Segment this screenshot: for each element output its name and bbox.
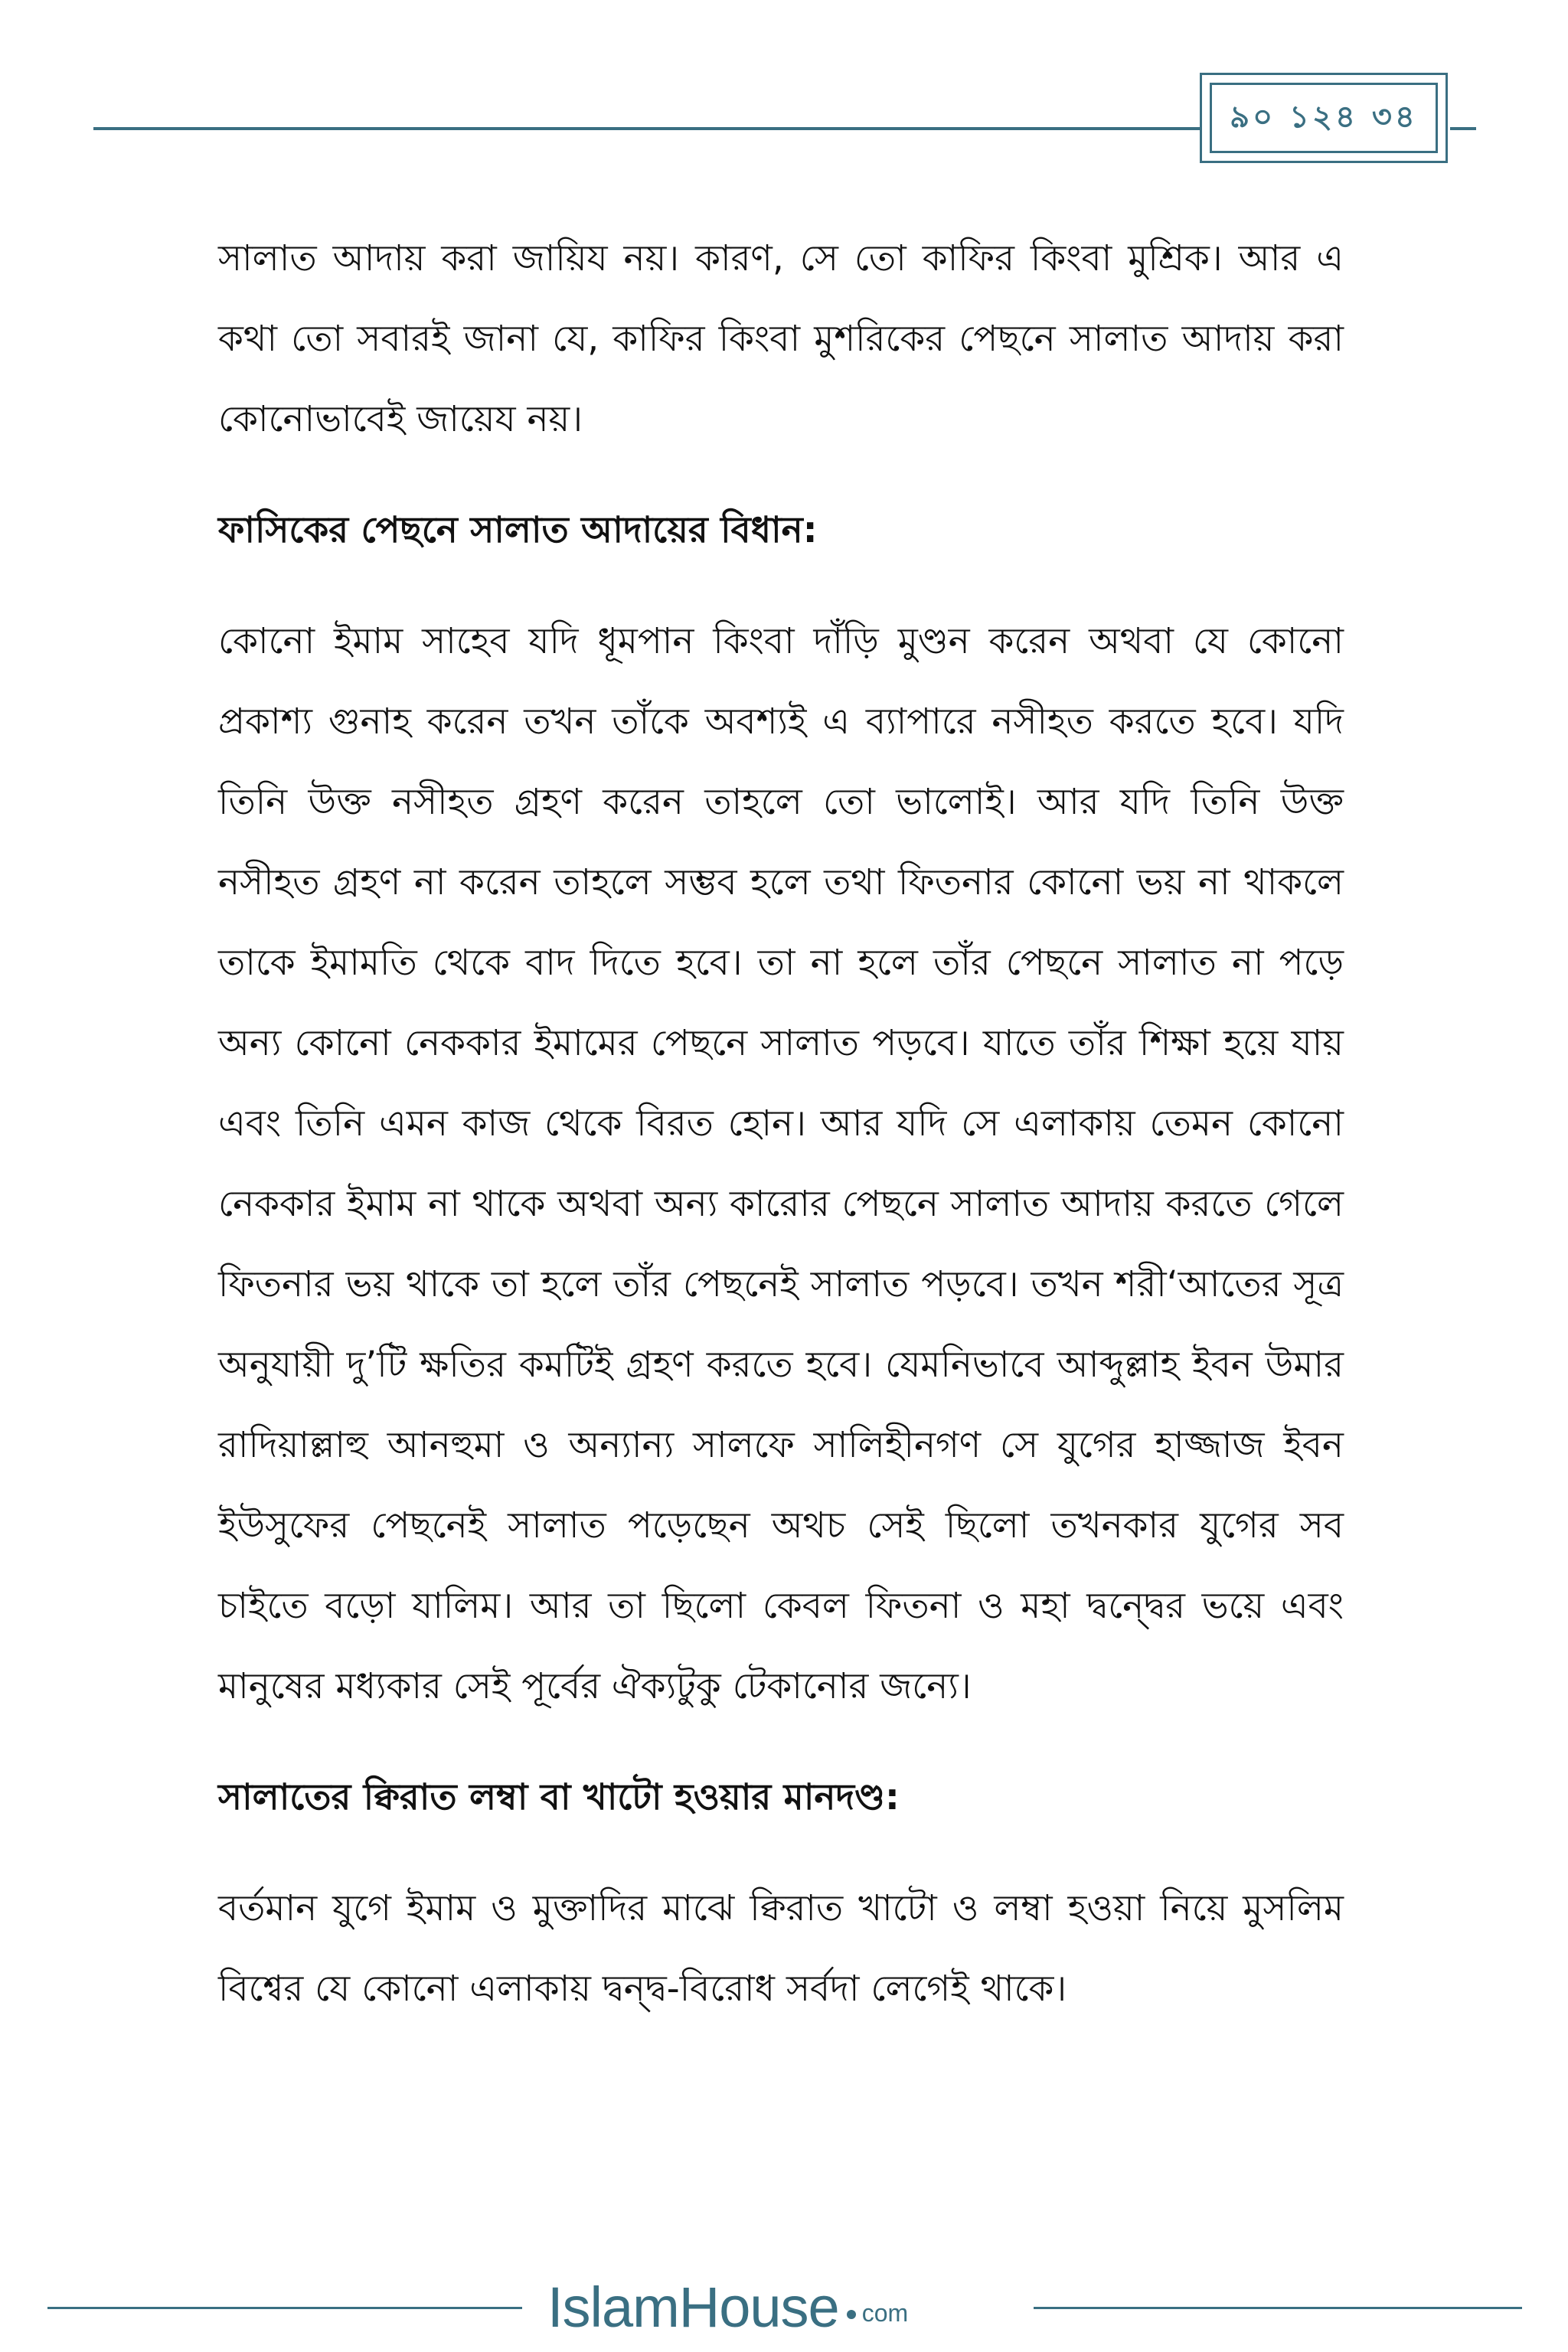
- page-content: [218, 218, 1344, 2029]
- paragraph-1: সালাত আদায় করা জায়িয নয়। কারণ, সে তো কাফির কিংবা মুশ্রিক। আর এ কথা তো সবারই জানা যে, কাফির কিংবা মুশরিকের পেছনে সালাত আদায় করা কোনোভাবেই জায়েয নয়।: [218, 237, 1344, 440]
- paragraph-2: কোনো ইমাম সাহেব যদি ধূমপান কিংবা দাঁড়ি মুণ্ডন করেন অথবা যে কোনো প্রকাশ্য গুনাহ করেন তখন তাঁকে অবশ্যই এ ব্যাপারে নসীহত করতে হবে। যদি তিনি উক্ত নসীহত গ্রহণ করেন তাহলে তো ভালোই। আর যদি তিনি উক্ত নসীহত গ্রহণ না করেন তাহলে সম্ভব হলে তথা ফিতনার কোনো ভয় না থাকলে তাকে ইমামতি থেকে বাদ দিতে হবে। তা না হলে তাঁর পেছনে সালাত না পড়ে অন্য কোনো নেককার ইমামের পেছনে সালাত পড়বে। যাতে তাঁর শিক্ষা হয়ে যায় এবং তিনি এমন কাজ থেকে বিরত হোন। আর যদি সে এলাকায় তেমন কোনো নেককার ইমাম না থাকে অথবা অন্য কারোর পেছনে সালাত আদায় করতে গেলে ফিতনার ভয় থাকে তা হলে তাঁর পেছনেই সালাত পড়বে। তখন শরী‘আতের সূত্র অনুযায়ী দু’টি ক্ষতির কমটিই গ্রহণ করতে হবে। যেমনিভাবে আব্দুল্লাহ ইবন উমার রাদিয়াল্লাহু আনহুমা ও অন্যান্য সালফে সালিহীনগণ সে যুগের হাজ্জাজ ইবন ইউসুফের পেছনেই সালাত পড়েছেন অথচ সেই ছিলো তখনকার যুগের সব চাইতে বড়ো যালিম। আর তা ছিলো কেবল ফিতনা ও মহা দ্বন্দ্বের ভয়ে এবং মানুষের মধ্যকার সেই পূর্বের ঐক্যটুকু টেকানোর জন্যে।: [218, 620, 1344, 1707]
- section-heading-fasiq: ফাসিকের পেছনে সালাত আদায়ের বিধান:: [218, 509, 818, 551]
- footer-rule-right: [1034, 2307, 1522, 2309]
- header-rule-right: [1450, 127, 1476, 130]
- footer-rule-left: [47, 2307, 522, 2309]
- header-rule-left: [93, 127, 1200, 130]
- page-number-box: [1200, 73, 1448, 163]
- page-number: ৯০ ১২৪ ৩৪: [1210, 83, 1438, 153]
- section-heading-qirat: সালাতের ক্বিরাত লম্বা বা খাটো হওয়ার মানদণ্ড:: [218, 1776, 900, 1818]
- islamhouse-logo: [547, 2265, 908, 2349]
- paragraph-3: বর্তমান যুগে ইমাম ও মুক্তাদির মাঝে ক্বিরাত খাটো ও লম্বা হওয়া নিয়ে মুসলিম বিশ্বের যে কোনো এলাকায় দ্বন্দ্ব-বিরোধ সর্বদা লেগেই থাকে।: [218, 1887, 1344, 2010]
- logo-dot-icon: [847, 2310, 856, 2319]
- logo-suffix: com: [861, 2298, 909, 2327]
- logo-text: IslamHouse: [547, 2275, 839, 2339]
